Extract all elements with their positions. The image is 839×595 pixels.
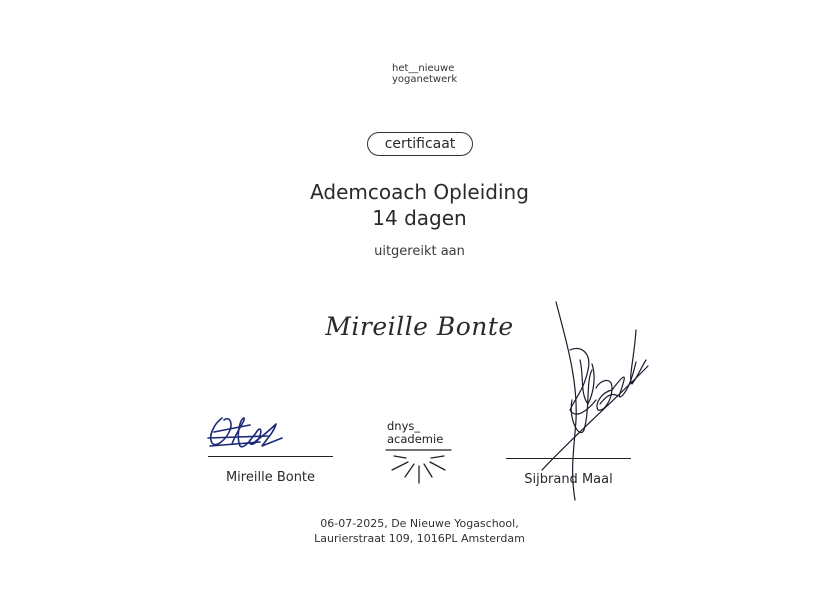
logo-line-1: het__nieuwe: [392, 63, 455, 74]
right-signature-name: Sijbrand Maal: [524, 472, 613, 487]
recipient-name: Mireille Bonte: [325, 312, 514, 341]
academy-logo-line-1: dnys_: [387, 419, 421, 433]
right-signature-line: [506, 458, 631, 459]
footer-date-location: [0, 516, 839, 546]
logo-line-2: yoganetwerk: [392, 74, 458, 85]
issued-to-label: uitgereikt aan: [374, 244, 465, 259]
academy-logo-line-2: academie: [387, 432, 444, 446]
footer-line-2: Laurierstraat 109, 1016PL Amsterdam: [314, 532, 525, 545]
course-title: Ademcoach Opleiding: [310, 180, 529, 204]
certificate-badge: certificaat: [367, 132, 473, 156]
left-signature-name: Mireille Bonte: [225, 470, 316, 485]
course-duration: 14 dagen: [372, 206, 467, 230]
footer-line-1: 06-07-2025, De Nieuwe Yogaschool,: [320, 517, 519, 530]
